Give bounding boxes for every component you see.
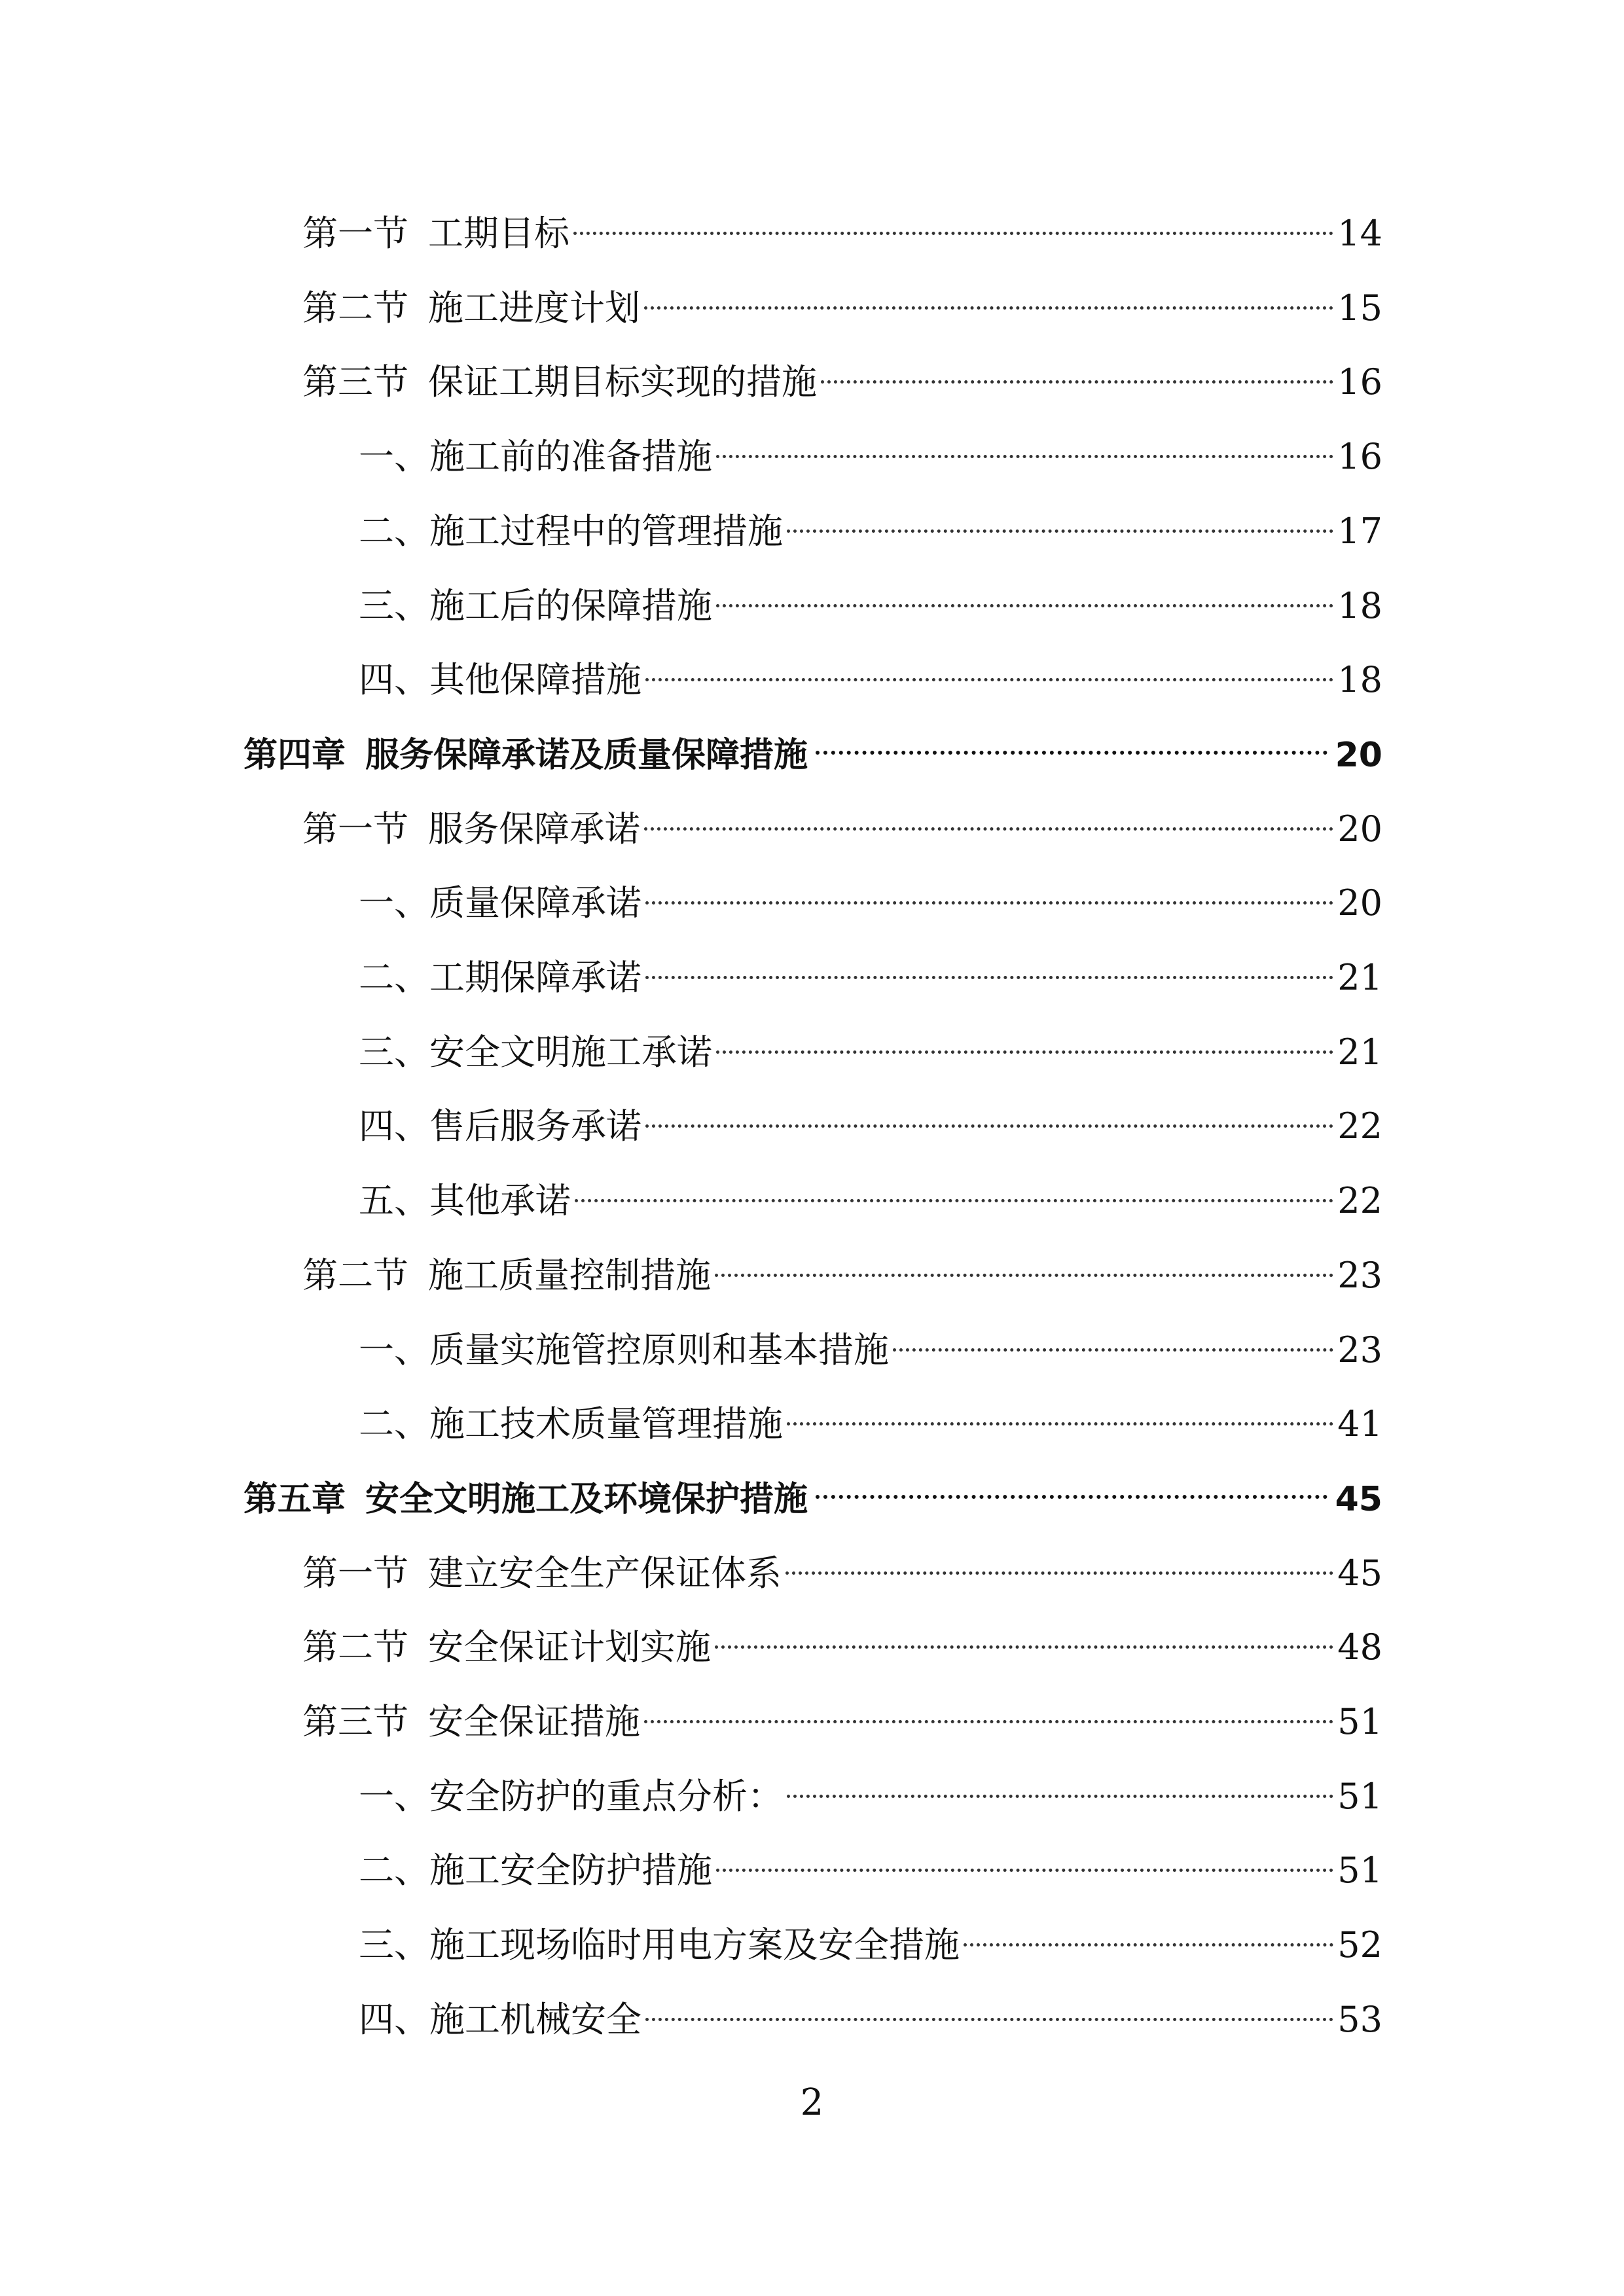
- toc-entry-title: 工期目标: [428, 213, 569, 254]
- toc-entry-title: 施工过程中的管理措施: [429, 511, 783, 552]
- toc-entry-section[interactable]: [0, 1242, 1624, 1296]
- toc-entry-number: 一、: [359, 436, 429, 477]
- toc-entry-title: 施工前的准备措施: [429, 436, 712, 477]
- toc-entry-number: 二、: [359, 511, 429, 552]
- toc-entry-page: 51: [1337, 1701, 1382, 1742]
- toc-entry-title: 安全文明施工及环境保护措施: [365, 1480, 808, 1519]
- toc-entry-label: [302, 1551, 782, 1596]
- toc-entry-section[interactable]: [0, 274, 1624, 329]
- toc-entry-title: 施工技术质量管理措施: [429, 1403, 783, 1444]
- toc-entry-page: 16: [1337, 436, 1382, 477]
- toc-entry-title: 工期保障承诺: [429, 957, 641, 998]
- toc-entry-title: 售后服务承诺: [429, 1105, 641, 1147]
- toc-entry-number: 四、: [359, 659, 429, 700]
- toc-dot-leader: [569, 200, 1337, 245]
- toc-entry-title: 安全保证措施: [428, 1701, 640, 1742]
- toc-entry-section[interactable]: [0, 348, 1624, 403]
- toc-entry-label: [302, 359, 817, 405]
- toc-dot-leader: [641, 1986, 1337, 2032]
- toc-entry-page: 51: [1337, 1850, 1382, 1891]
- toc-entry-number: 四、: [359, 1999, 429, 2040]
- toc-entry-item[interactable]: [0, 1911, 1624, 1965]
- toc-entry-number: 四、: [359, 1105, 429, 1147]
- toc-entry-section[interactable]: [0, 795, 1624, 850]
- toc-entry-item[interactable]: [0, 572, 1624, 626]
- toc-entry-page: 45: [1335, 1480, 1382, 1519]
- toc-entry-number: 第二节: [302, 287, 408, 329]
- toc-entry-number: 第二节: [302, 1626, 408, 1668]
- toc-entry-label: [359, 1848, 712, 1893]
- toc-entry-label: [359, 1178, 571, 1224]
- toc-dot-leader: [641, 1092, 1337, 1138]
- toc-dot-leader: [712, 1018, 1337, 1064]
- toc-entry-item[interactable]: [0, 1018, 1624, 1073]
- toc-entry-label: [359, 955, 641, 1001]
- toc-dot-leader: [783, 1763, 1337, 1808]
- toc-dot-leader: [712, 572, 1337, 618]
- toc-entry-title: 服务保障承诺: [428, 808, 640, 850]
- toc-dot-leader: [711, 1242, 1337, 1287]
- toc-entry-page: 20: [1335, 736, 1382, 775]
- toc-entry-section[interactable]: [0, 1688, 1624, 1742]
- toc-entry-section[interactable]: [0, 1539, 1624, 1594]
- toc-dot-leader: [640, 795, 1337, 841]
- toc-entry-label: [359, 1327, 889, 1373]
- toc-entry-number: 第一节: [302, 808, 408, 850]
- toc-dot-leader: [808, 1465, 1335, 1511]
- toc-dot-leader: [783, 1390, 1337, 1436]
- toc-entry-number: 第一节: [302, 1552, 408, 1594]
- toc-entry-label: [359, 1401, 783, 1447]
- toc-entry-item[interactable]: [0, 646, 1624, 700]
- toc-entry-title: 施工机械安全: [429, 1999, 641, 2040]
- toc-entry-page: 23: [1337, 1329, 1382, 1371]
- toc-entry-title: 保证工期目标实现的措施: [428, 361, 817, 403]
- toc-entry-number: 一、: [359, 1776, 429, 1817]
- toc-entry-label: [359, 434, 712, 480]
- toc-dot-leader: [783, 497, 1337, 543]
- toc-entry-item[interactable]: [0, 423, 1624, 477]
- toc-entry-page: 20: [1337, 808, 1382, 850]
- toc-entry-label: [302, 806, 640, 852]
- toc-entry-item[interactable]: [0, 497, 1624, 552]
- toc-dot-leader: [641, 944, 1337, 990]
- toc-entry-item[interactable]: [0, 1837, 1624, 1891]
- toc-entry-label: [359, 509, 783, 554]
- toc-entry-title: 安全文明施工承诺: [429, 1031, 712, 1073]
- toc-entry-label: [302, 285, 640, 331]
- toc-entry-title: 施工质量控制措施: [428, 1255, 711, 1296]
- toc-entry-page: 20: [1337, 882, 1382, 924]
- toc-entry-page: 53: [1337, 1999, 1382, 2040]
- toc-entry-page: 45: [1337, 1552, 1382, 1594]
- toc-entry-page: 51: [1337, 1776, 1382, 1817]
- toc-entry-label: [359, 1922, 960, 1968]
- toc-entry-item[interactable]: [0, 1316, 1624, 1371]
- toc-entry-label: [359, 1997, 641, 2043]
- toc-entry-number: 五、: [359, 1180, 429, 1221]
- toc-entry-title: 其他承诺: [429, 1180, 571, 1221]
- toc-entry-number: 二、: [359, 957, 429, 998]
- toc-entry-title: 服务保障承诺及质量保障措施: [365, 736, 808, 775]
- toc-dot-leader: [817, 348, 1337, 394]
- toc-entry-number: 第三节: [302, 1701, 408, 1742]
- toc-dot-leader: [712, 423, 1337, 469]
- toc-entry-page: 14: [1337, 213, 1382, 254]
- toc-entry-section[interactable]: [0, 1613, 1624, 1668]
- page-number: 2: [800, 2081, 824, 2124]
- toc-entry-title: 安全防护的重点分析：: [429, 1776, 783, 1817]
- toc-entry-label: [359, 880, 641, 926]
- toc-entry-title: 其他保障措施: [429, 659, 641, 700]
- toc-dot-leader: [640, 1688, 1337, 1734]
- toc-entry-number: 三、: [359, 585, 429, 626]
- toc-entry-page: 15: [1337, 287, 1382, 329]
- toc-entry-label: [244, 732, 808, 778]
- toc-entry-page: 18: [1337, 585, 1382, 626]
- toc-entry-page: 23: [1337, 1255, 1382, 1296]
- toc-entry-item[interactable]: [0, 869, 1624, 924]
- toc-entry-item[interactable]: [0, 1167, 1624, 1221]
- toc-entry-label: [359, 1103, 641, 1149]
- toc-entry-number: 第一节: [302, 213, 408, 254]
- toc-dot-leader: [571, 1167, 1337, 1213]
- toc-entry-page: 22: [1337, 1180, 1382, 1221]
- toc-entry-title: 质量保障承诺: [429, 882, 641, 924]
- toc-entry-page: 16: [1337, 361, 1382, 403]
- toc-dot-leader: [711, 1613, 1337, 1659]
- toc-entry-label: [302, 1624, 711, 1670]
- toc-entry-label: [302, 1699, 640, 1745]
- toc-entry-page: 21: [1337, 957, 1382, 998]
- toc-entry-label: [302, 1253, 711, 1299]
- toc-entry-label: [244, 1477, 808, 1522]
- toc-entry-title: 质量实施管控原则和基本措施: [429, 1329, 889, 1371]
- toc-entry-label: [359, 583, 712, 629]
- toc-entry-number: 第四章: [244, 736, 346, 775]
- toc-entry-item[interactable]: [0, 1763, 1624, 1817]
- toc-entry-title: 建立安全生产保证体系: [428, 1552, 782, 1594]
- toc-entry-number: 第二节: [302, 1255, 408, 1296]
- toc-entry-label: [359, 1030, 712, 1075]
- toc-entry-chapter[interactable]: [0, 721, 1624, 775]
- toc-entry-item[interactable]: [0, 944, 1624, 998]
- toc-dot-leader: [889, 1316, 1337, 1362]
- toc-entry-number: 三、: [359, 1924, 429, 1965]
- toc-entry-number: 二、: [359, 1403, 429, 1444]
- toc-entry-page: 21: [1337, 1031, 1382, 1073]
- toc-entry-number: 二、: [359, 1850, 429, 1891]
- toc-entry-page: 18: [1337, 659, 1382, 700]
- toc-dot-leader: [712, 1837, 1337, 1882]
- toc-entry-title: 安全保证计划实施: [428, 1626, 711, 1668]
- toc-entry-page: 22: [1337, 1105, 1382, 1147]
- toc-entry-title: 施工安全防护措施: [429, 1850, 712, 1891]
- toc-entry-number: 第五章: [244, 1480, 346, 1519]
- toc-entry-section[interactable]: [0, 200, 1624, 254]
- toc-dot-leader: [808, 721, 1335, 766]
- toc-dot-leader: [641, 869, 1337, 915]
- toc-entry-number: 三、: [359, 1031, 429, 1073]
- toc-entry-title: 施工进度计划: [428, 287, 640, 329]
- toc-entry-number: 一、: [359, 882, 429, 924]
- toc-entry-chapter[interactable]: [0, 1465, 1624, 1519]
- toc-entry-label: [359, 1774, 783, 1820]
- toc-entry-label: [359, 657, 641, 703]
- toc-entry-number: 第三节: [302, 361, 408, 403]
- toc-entry-item[interactable]: [0, 1390, 1624, 1444]
- toc-entry-title: 施工后的保障措施: [429, 585, 712, 626]
- toc-dot-leader: [782, 1539, 1337, 1585]
- toc-entry-item[interactable]: [0, 1986, 1624, 2040]
- toc-dot-leader: [640, 274, 1337, 320]
- toc-entry-number: 一、: [359, 1329, 429, 1371]
- toc-entry-page: 52: [1337, 1924, 1382, 1965]
- toc-dot-leader: [641, 646, 1337, 692]
- toc-entry-page: 41: [1337, 1403, 1382, 1444]
- toc-entry-page: 48: [1337, 1626, 1382, 1668]
- toc-entry-title: 施工现场临时用电方案及安全措施: [429, 1924, 960, 1965]
- toc-entry-label: [302, 211, 569, 257]
- toc-entry-page: 17: [1337, 511, 1382, 552]
- toc-entry-item[interactable]: [0, 1092, 1624, 1147]
- toc-dot-leader: [960, 1911, 1337, 1957]
